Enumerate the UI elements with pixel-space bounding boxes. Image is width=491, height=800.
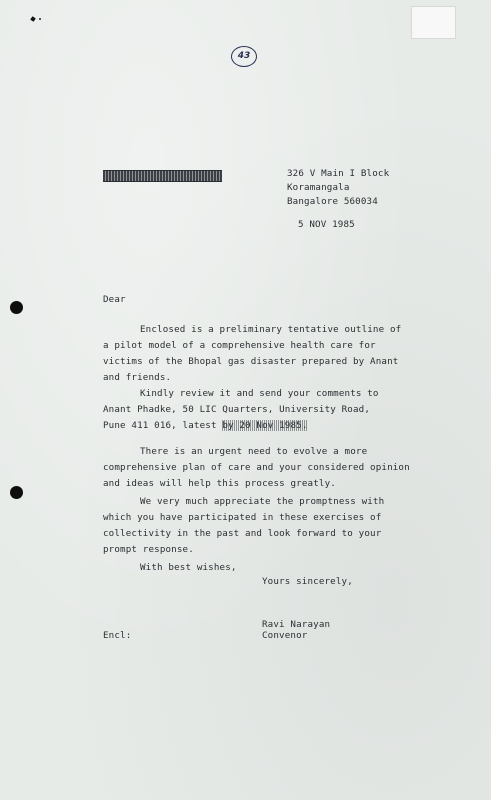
sign-off: Yours sincerely, xyxy=(262,576,353,587)
paper-tag xyxy=(411,6,456,39)
address-line: 326 V Main I Block xyxy=(287,168,390,179)
address-line: Bangalore 560034 xyxy=(287,196,378,207)
text-line: Enclosed is a preliminary tentative outline of xyxy=(140,324,402,335)
redacted-header xyxy=(103,170,222,182)
text-segment: Pune 411 016, latest xyxy=(103,420,223,431)
text-line: prompt response. xyxy=(103,544,194,555)
text-line: a pilot model of a comprehensive health care for xyxy=(103,340,376,351)
text-line: We very much appreciate the promptness with xyxy=(140,496,385,507)
text-line: Kindly review it and send your comments to xyxy=(140,388,379,399)
text-line: collectivity in the past and look forward to your xyxy=(103,528,382,539)
salutation: Dear xyxy=(103,294,126,305)
closing-wishes: With best wishes, xyxy=(140,562,237,573)
signatory-title: Convenor xyxy=(262,630,308,641)
text-line: and ideas will help this process greatly. xyxy=(103,478,336,489)
address-line: Koramangala xyxy=(287,182,350,193)
text-line: There is an urgent need to evolve a more xyxy=(140,446,368,457)
punch-hole xyxy=(10,301,23,314)
text-line: which you have participated in these exercises of xyxy=(103,512,382,523)
text-line: and friends. xyxy=(103,372,172,383)
deadline: by 20 Nov 1985. xyxy=(222,420,308,431)
text-line: Anant Phadke, 50 LIC Quarters, University Road, xyxy=(103,404,371,415)
text-line xyxy=(103,418,308,434)
signatory-name: Ravi Narayan xyxy=(262,619,331,630)
text-line: comprehensive plan of care and your considered opinion xyxy=(103,462,410,473)
letter-date: 5 NOV 1985 xyxy=(298,219,355,230)
ink-dot xyxy=(39,18,41,20)
page-number: 43 xyxy=(231,46,257,67)
enclosure-label: Encl: xyxy=(103,630,132,641)
text-line: victims of the Bhopal gas disaster prepared by Anant xyxy=(103,356,399,367)
punch-hole xyxy=(10,486,23,499)
ink-mark xyxy=(30,16,36,22)
